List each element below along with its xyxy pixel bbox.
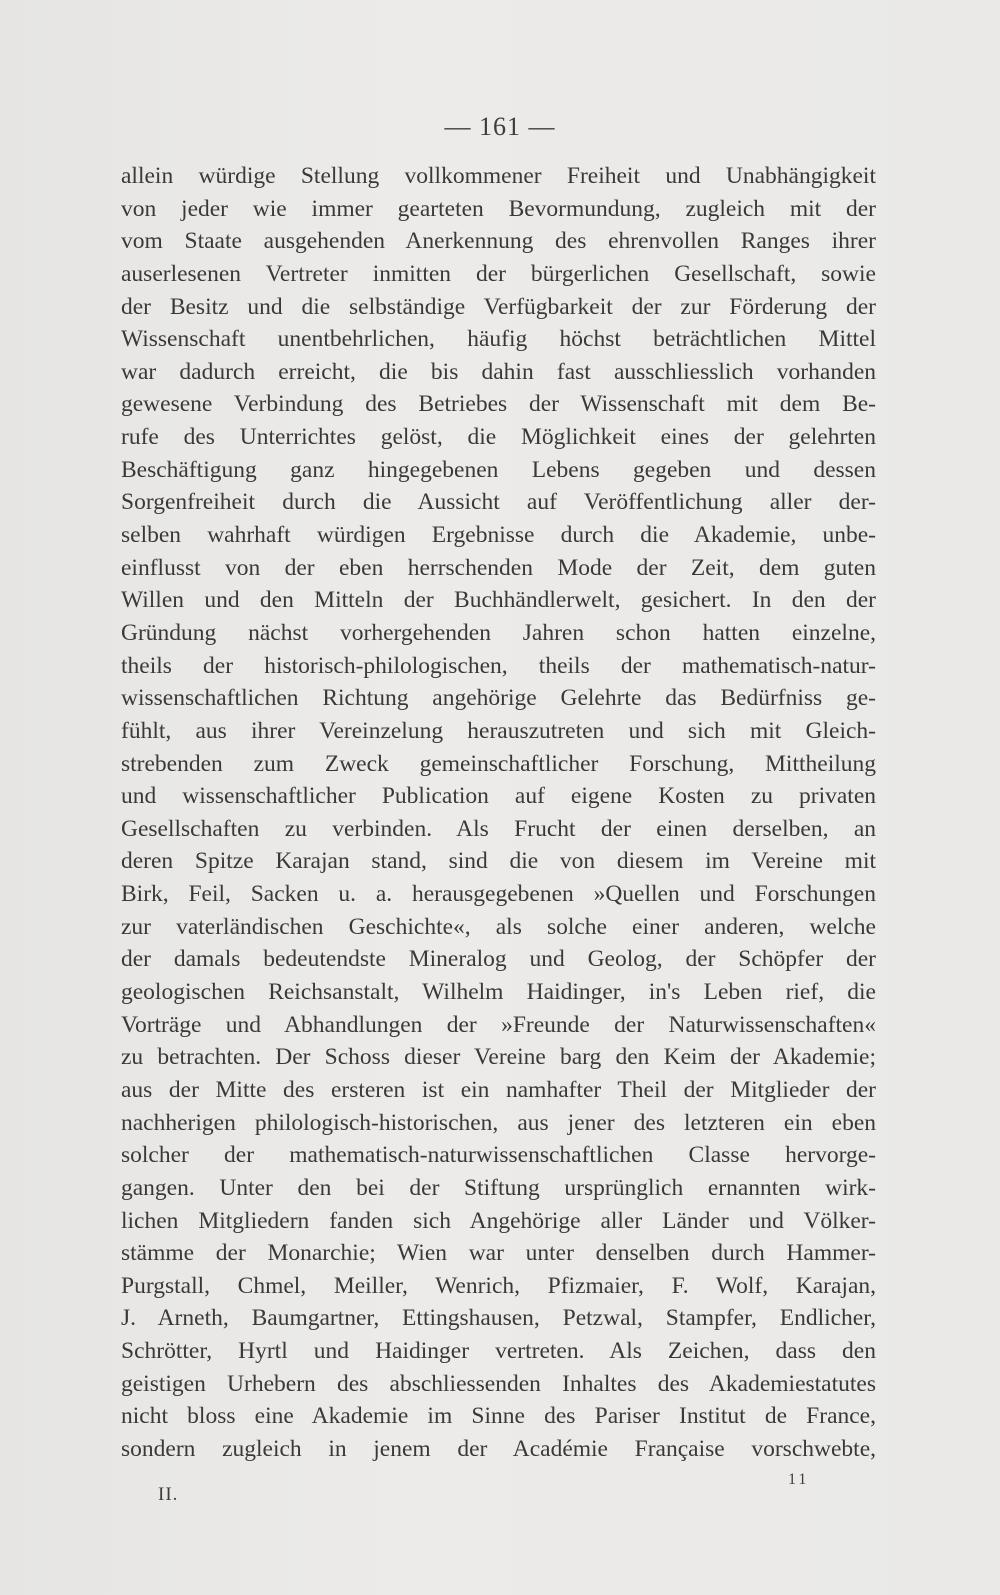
text-line: Birk, Feil, Sacken u. a. herausgegebenen »Quellen und Forschungen [121,881,876,908]
text-line: fühlt, aus ihrer Vereinzelung herauszutreten und sich mit Gleich- [121,717,876,744]
sheet-number: 11 [788,1471,810,1488]
text-line: geologischen Reichsanstalt, Wilhelm Haidinger, in's Leben rief, die [121,979,876,1006]
text-line: Beschäftigung ganz hingegebenen Lebens gegeben und dessen [121,456,876,483]
text-line: theils der historisch-philologischen, theils der mathematisch-natur- [121,652,876,679]
text-line: allein würdige Stellung vollkommener Freiheit und Unabhängigkeit [121,163,876,189]
text-line: deren Spitze Karajan stand, sind die von diesem im Vereine mit [121,848,876,875]
text-line: auserlesenen Vertreter inmitten der bürgerlichen Gesellschaft, sowie [121,260,876,287]
text-line: lichen Mitgliedern fanden sich Angehörige aller Länder und Völker- [121,1207,876,1234]
text-line: selben wahrhaft würdigen Ergebnisse durch die Akademie, unbe- [121,522,876,549]
text-line: strebenden zum Zweck gemeinschaftlicher Forschung, Mittheilung [121,750,876,777]
text-line: solcher der mathematisch-naturwissenschaftlichen Classe hervorge- [121,1142,876,1169]
text-line: gewesene Verbindung des Betriebes der Wissenschaft mit dem Be- [121,391,876,418]
text-line: von jeder wie immer gearteten Bevormundung, zugleich mit der [121,195,876,222]
text-line: Schrötter, Hyrtl und Haidinger vertreten. Als Zeichen, dass den [121,1338,876,1365]
text-line: Vorträge und Abhandlungen der »Freunde der Naturwissenschaften« [121,1011,876,1038]
text-line: einflusst von der eben herrschenden Mode der Zeit, dem guten [121,554,876,581]
text-line: vom Staate ausgehenden Anerkennung des ehrenvollen Ranges ihrer [121,228,876,255]
text-line: der damals bedeutendste Mineralog und Geolog, der Schöpfer der [121,946,876,973]
text-line: aus der Mitte des ersteren ist ein namhafter Theil der Mitglieder der [121,1076,876,1103]
body-text [121,160,876,1466]
text-line: zu betrachten. Der Schoss dieser Vereine barg den Keim der Akademie; [121,1044,876,1071]
text-line: sondern zugleich in jenem der Académie Française vorschwebte, [121,1435,876,1462]
text-line: nachherigen philologisch-historischen, aus jener des letzteren ein eben [121,1109,876,1136]
text-line: Purgstall, Chmel, Meiller, Wenrich, Pfizmaier, F. Wolf, Karajan, [121,1272,876,1299]
text-line: J. Arneth, Baumgartner, Ettingshausen, Petzwal, Stampfer, Endlicher, [121,1305,876,1332]
text-line: Sorgenfreiheit durch die Aussicht auf Veröffentlichung aller der- [121,489,876,516]
text-line: Willen und den Mitteln der Buchhändlerwelt, gesichert. In den der [121,587,876,614]
text-line: zur vaterländischen Geschichte«, als solche einer anderen, welche [121,913,876,940]
text-line: und wissenschaftlicher Publication auf eigene Kosten zu privaten [121,783,876,810]
text-line: rufe des Unterrichtes gelöst, die Möglichkeit eines der gelehrten [121,424,876,451]
text-line: Wissenschaft unentbehrlichen, häufig höchst beträchtlichen Mittel [121,326,876,353]
text-line: der Besitz und die selbständige Verfügbarkeit der zur Förderung der [121,293,876,320]
text-line: gangen. Unter den bei der Stiftung ursprünglich ernannten wirk- [121,1174,876,1201]
page-number: — 161 — [444,112,556,141]
text-line: Gründung nächst vorhergehenden Jahren schon hatten einzelne, [121,619,876,646]
signature-mark: II. [158,1484,179,1505]
text-line: nicht bloss eine Akademie im Sinne des Pariser Institut de France, [121,1403,876,1430]
text-line: Gesellschaften zu verbinden. Als Frucht der einen derselben, an [121,815,876,842]
text-line: war dadurch erreicht, die bis dahin fast ausschliesslich vorhanden [121,358,876,385]
text-line: stämme der Monarchie; Wien war unter denselben durch Hammer- [121,1240,876,1267]
text-line: geistigen Urhebern des abschliessenden Inhaltes des Akademiestatutes [121,1370,876,1397]
text-line: wissenschaftlichen Richtung angehörige Gelehrte das Bedürfniss ge- [121,685,876,712]
